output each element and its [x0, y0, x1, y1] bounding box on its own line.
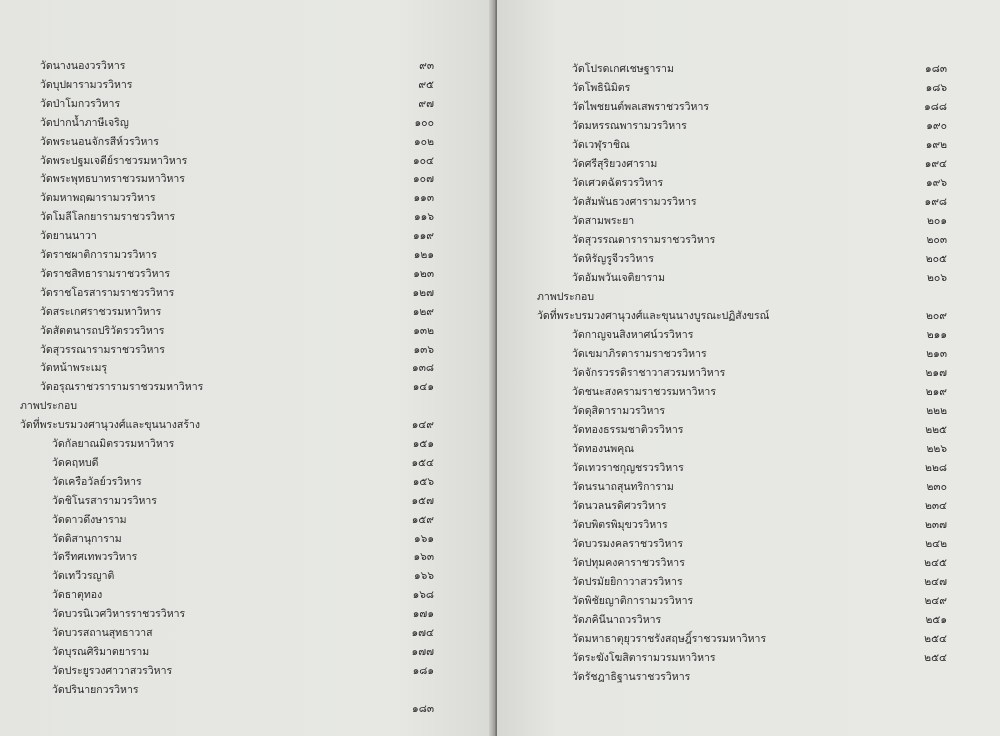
- toc-entry: [0, 303, 494, 322]
- toc-entry: [0, 76, 494, 95]
- toc-entry-title: วัดคฤหบดี: [52, 456, 99, 469]
- toc-entry: [0, 454, 494, 473]
- toc-section-heading: ภาพประกอบ: [537, 291, 595, 303]
- toc-entry-title: วัดเครือวัลย์วรวิหาร: [52, 475, 142, 488]
- toc-entry-title: วัดเทวีวรญาติ: [52, 570, 115, 583]
- toc-entry-title: วัดกาญจนสิงหาศน์วรวิหาร: [572, 329, 694, 341]
- toc-entry: [497, 440, 1000, 459]
- toc-entry: [0, 170, 494, 189]
- toc-entry-title: วัดบวรนิเวศวิหารราชวรวิหาร: [52, 608, 186, 621]
- toc-entry-title: วัดรีทศเทพวรวิหาร: [52, 551, 138, 564]
- toc-entry-page-number: ๒๑๗: [925, 367, 947, 379]
- toc-entry-title: วัดบวรมงคลราชวรวิหาร: [572, 538, 683, 550]
- toc-entry-page-number: ๑๘๓: [412, 702, 434, 715]
- toc-entry-title: วัดสัมพันธวงศารามวรวิหาร: [572, 196, 697, 208]
- toc-entry-page-number: ๑๖๑: [414, 532, 434, 545]
- toc-entry: [0, 133, 494, 152]
- toc-entry-title: วัดราชโอรสารามราชวรวิหาร: [40, 286, 175, 299]
- toc-entry-page-number: ๑๕๗: [411, 494, 434, 507]
- toc-entry-page-number: ๒๒๘: [925, 462, 947, 474]
- toc-entry-page-number: ๑๓๘: [412, 362, 434, 375]
- toc-entry-page-number: ๑๘๖: [925, 82, 947, 94]
- toc-entry: [497, 231, 1000, 250]
- toc-entry-page-number: ๑๐๐: [414, 116, 434, 129]
- toc-entry: [0, 95, 494, 114]
- toc-entry-title: วัดโมลีโลกยารามราชวรวิหาร: [40, 211, 176, 224]
- toc-entry: [0, 586, 494, 605]
- toc-entry: [497, 402, 1000, 421]
- toc-entry: [0, 492, 494, 511]
- toc-entry-title: วัดมหาธาตุยุวราชรังสฤษฎิ์ราชวรมหาวิหาร: [572, 633, 767, 645]
- toc-entry-page-number: ๑๕๙: [411, 513, 434, 526]
- toc-entry-title: วัดยานนาวา: [40, 230, 97, 243]
- toc-entry: [0, 265, 494, 284]
- toc-entry-title: วัดดาวดึงษาราม: [52, 513, 127, 526]
- toc-entry-page-number: ๑๖๘: [412, 589, 434, 602]
- toc-entry-title: วัดนวลนรดิศวรวิหาร: [572, 500, 667, 512]
- toc-entry-page-number: ๑๔๑: [412, 381, 434, 394]
- toc-section-heading: วัดที่พระบรมวงศานุวงศ์และขุนนางสร้าง: [20, 419, 200, 432]
- toc-entry: [0, 341, 494, 360]
- toc-entry-title: วัดชนะสงครามราชวรมหาวิหาร: [572, 386, 716, 398]
- toc-entry-title: วัดปรมัยยิกาวาสวรวิหาร: [572, 576, 683, 588]
- toc-entry: [497, 136, 1000, 155]
- toc-entry-page-number: ๒๑๙: [925, 386, 947, 398]
- toc-entry: [0, 548, 494, 567]
- toc-entry-page-number: ๑๒๙: [412, 305, 434, 318]
- toc-entry-title: วัดเขมาภิรตารามราชวรวิหาร: [572, 348, 707, 360]
- toc-entry-title: วัดสามพระยา: [572, 215, 635, 227]
- toc-entry-page-number: ๒๐๓: [926, 234, 947, 246]
- toc-entry: [0, 700, 494, 719]
- toc-entry-page-number: ๑๗๑: [412, 608, 434, 621]
- toc-entry-page-number: ๒๒๒: [926, 405, 947, 417]
- toc-entry-title: วัดเศวตฉัตรวรวิหาร: [572, 177, 664, 189]
- toc-entry-title: วัดพระพุทธบาทราชวรมหาวิหาร: [40, 173, 185, 186]
- toc-entry: [497, 611, 1000, 630]
- toc-entry: [497, 364, 1000, 383]
- toc-entry-page-number: ๑๖๓: [413, 551, 434, 564]
- toc-entry-title: วัดปรินายกวรวิหาร: [52, 683, 139, 696]
- toc-entry: [497, 269, 1000, 288]
- toc-entry-title: วัดพระปฐมเจดีย์ราชวรมหาวิหาร: [40, 154, 188, 167]
- toc-entry-page-number: ๑๔๙: [411, 419, 434, 432]
- toc-entry-page-number: ๑๑๙: [412, 230, 434, 243]
- toc-entry-page-number: ๑๒๗: [412, 286, 434, 299]
- toc-entry: [497, 155, 1000, 174]
- toc-entry: [497, 421, 1000, 440]
- toc-entry-title: วัดดุสิดารามวรวิหาร: [572, 405, 666, 417]
- toc-entry-page-number: ๙๗: [418, 97, 434, 110]
- toc-entry: [0, 416, 494, 435]
- toc-entry-title: วัดมหาพฤฒารามวรวิหาร: [40, 192, 156, 205]
- toc-entry: [497, 79, 1000, 98]
- toc-entry-page-number: ๑๒๑: [413, 249, 434, 261]
- toc-entry: [497, 383, 1000, 402]
- toc-entry-title: วัดธาตุทอง: [52, 589, 103, 602]
- toc-entry-page-number: ๒๑๓: [926, 348, 947, 360]
- toc-section-heading: ภาพประกอบ: [20, 400, 78, 413]
- toc-entry-page-number: ๑๙๖: [925, 177, 947, 189]
- toc-entry: [497, 668, 1000, 687]
- toc-section-heading: วัดที่พระบรมวงศานุวงศ์และขุนนางบูรณะปฏิสังขรณ์: [537, 310, 770, 322]
- left-toc-list: [0, 0, 494, 736]
- toc-entry: [497, 212, 1000, 231]
- toc-entry: [0, 662, 494, 681]
- toc-entry: [0, 208, 494, 227]
- toc-entry: [0, 435, 494, 454]
- toc-entry-page-number: ๙๓: [419, 60, 434, 72]
- toc-entry: [0, 643, 494, 662]
- toc-entry-page-number: ๒๐๑: [927, 215, 947, 227]
- toc-entry: [0, 57, 494, 76]
- toc-entry-page-number: ๑๘๓: [925, 63, 947, 75]
- toc-entry: [0, 530, 494, 549]
- toc-entry-page-number: ๑๑๓: [413, 192, 434, 205]
- toc-entry-title: วัดหน้าพระเมรุ: [40, 362, 108, 375]
- toc-entry: [497, 478, 1000, 497]
- toc-entry-title: วัดบุรณศิริมาตยาราม: [52, 645, 150, 658]
- toc-entry-title: วัดศรีสุริยวงศาราม: [572, 158, 658, 170]
- toc-entry: [497, 345, 1000, 364]
- toc-entry-title: วัดสุวรรณดารารามราชวรวิหาร: [572, 234, 716, 246]
- toc-entry: [0, 322, 494, 341]
- toc-entry-page-number: ๑๐๗: [413, 173, 434, 186]
- toc-entry-page-number: ๑๙๘: [924, 196, 947, 208]
- toc-entry-title: วัดโปรดเกศเชษฐาราม: [572, 63, 674, 75]
- toc-entry-title: วัดโพธินิมิตร: [572, 82, 631, 94]
- toc-entry: [0, 397, 494, 416]
- toc-entry-page-number: ๑๕๑: [412, 438, 434, 450]
- toc-entry: [497, 117, 1000, 136]
- toc-entry-title: วัดไพชยนต์พลเสพราชวรวิหาร: [572, 101, 710, 113]
- toc-entry-title: วัดกัลยาณมิตรวรมหาวิหาร: [52, 438, 175, 450]
- toc-entry-page-number: ๒๐๙: [925, 310, 947, 322]
- toc-entry-page-number: ๒๓๔: [924, 500, 947, 512]
- toc-entry-title: วัดเทวราชกุญชรวรวิหาร: [572, 462, 684, 474]
- toc-entry-page-number: ๒๒๖: [926, 443, 947, 455]
- toc-entry-page-number: ๑๑๖: [414, 211, 434, 224]
- toc-entry: [497, 459, 1000, 478]
- toc-entry: [497, 307, 1000, 326]
- toc-entry-page-number: ๒๓๗: [925, 519, 947, 531]
- toc-entry-title: วัดดิสานุการาม: [52, 532, 122, 545]
- toc-entry-page-number: ๑๙๔: [924, 158, 947, 170]
- toc-entry-page-number: ๒๕๔: [924, 633, 947, 645]
- toc-entry-title: วัดภคินีนาถวรวิหาร: [572, 614, 662, 626]
- toc-entry-page-number: ๑๐๒: [414, 135, 434, 148]
- toc-entry-page-number: ๑๕๖: [412, 475, 434, 488]
- toc-entry-title: วัดนางนองวรวิหาร: [40, 60, 126, 72]
- toc-entry-title: วัดมหรรณพารามวรวิหาร: [572, 120, 687, 132]
- toc-entry-title: วัดระฆังโฆสิตารามวรมหาวิหาร: [572, 652, 716, 664]
- toc-entry-title: วัดปทุมคงคาราชวรวิหาร: [572, 557, 685, 569]
- toc-entry-page-number: ๒๔๕: [924, 557, 947, 569]
- toc-entry-title: วัดสัตตนารถปริวัตรวรวิหาร: [40, 324, 165, 337]
- toc-entry: [0, 473, 494, 492]
- toc-entry: [0, 567, 494, 586]
- toc-entry-page-number: ๒๕๔: [924, 652, 947, 664]
- toc-entry-page-number: ๑๐๔: [412, 154, 434, 167]
- toc-entry-title: วัดบุปผารามวรวิหาร: [40, 78, 133, 91]
- toc-entry-title: วัดราชสิทธารามราชวรวิหาร: [40, 267, 171, 280]
- toc-entry-page-number: ๒๐๖: [927, 272, 947, 284]
- toc-entry: [497, 250, 1000, 269]
- toc-entry: [497, 174, 1000, 193]
- toc-entry: [0, 605, 494, 624]
- toc-entry: [497, 535, 1000, 554]
- toc-entry-title: วัดประยูรวงศาวาสวรวิหาร: [52, 664, 173, 677]
- toc-entry-page-number: ๒๑๑: [926, 329, 947, 341]
- toc-entry: [497, 630, 1000, 649]
- toc-entry: [497, 193, 1000, 212]
- toc-entry-page-number: ๑๓๖: [413, 343, 434, 356]
- toc-entry-page-number: ๒๐๕: [925, 253, 947, 265]
- toc-entry-title: วัดปากน้ำภาษีเจริญ: [40, 116, 129, 129]
- toc-entry: [0, 152, 494, 171]
- toc-entry-page-number: ๙๕: [418, 78, 434, 91]
- toc-entry-page-number: ๑๗๗: [411, 645, 434, 658]
- toc-entry-title: วัดทองธรรมชาติวรวิหาร: [572, 424, 684, 436]
- toc-entry-page-number: ๑๖๖: [414, 570, 434, 583]
- toc-entry-title: วัดพระนอนจักรสีห์วรวิหาร: [40, 135, 159, 148]
- toc-entry: [0, 114, 494, 133]
- toc-entry: [497, 554, 1000, 573]
- toc-entry: [497, 326, 1000, 345]
- toc-entry-title: วัดป่าโมกวรวิหาร: [40, 97, 121, 110]
- toc-entry: [497, 98, 1000, 117]
- toc-entry-title: วัดหิรัญรูจีวรวิหาร: [572, 253, 654, 265]
- toc-entry-page-number: ๑๙๐: [926, 120, 947, 132]
- toc-entry: [497, 516, 1000, 535]
- toc-entry-page-number: ๒๔๒: [925, 538, 947, 550]
- right-toc-list: [497, 0, 1000, 736]
- toc-entry-title: วัดสระเกศราชวรมหาวิหาร: [40, 305, 162, 318]
- toc-entry: [497, 60, 1000, 79]
- toc-entry-title: วัดรัชฎาธิฐานราชวรวิหาร: [572, 671, 691, 683]
- toc-entry: [0, 359, 494, 378]
- toc-entry-page-number: ๑๘๑: [412, 664, 434, 677]
- toc-entry-page-number: ๑๓๒: [413, 324, 434, 337]
- toc-entry: [0, 624, 494, 643]
- toc-entry: [497, 288, 1000, 307]
- toc-entry-page-number: ๑๙๒: [925, 139, 947, 151]
- toc-entry-title: วัดอัมพวันเจติยาราม: [572, 272, 666, 284]
- toc-entry-title: วัดเวฬุราชิณ: [572, 139, 630, 151]
- toc-entry-title: วัดบวรสถานสุทธาวาส: [52, 627, 153, 639]
- toc-entry: [0, 284, 494, 303]
- toc-entry-title: วัดอรุณราชวรารามราชวรมหาวิหาร: [40, 381, 204, 394]
- toc-entry: [0, 189, 494, 208]
- toc-entry-title: วัดทองนพคุณ: [572, 443, 634, 455]
- toc-entry: [497, 497, 1000, 516]
- toc-entry-title: วัดบพิตรพิมุขวรวิหาร: [572, 519, 668, 531]
- toc-entry: [0, 378, 494, 397]
- toc-entry-title: วัดชิโนรสารามวรวิหาร: [52, 494, 157, 507]
- toc-entry-title: วัดสุวรรณารามราชวรวิหาร: [40, 343, 165, 356]
- toc-entry-page-number: ๑๒๓: [413, 267, 434, 280]
- toc-entry-title: วัดจักรวรรดิราชาวาสวรมหาวิหาร: [572, 367, 726, 379]
- toc-entry: [0, 227, 494, 246]
- toc-entry: [0, 511, 494, 530]
- toc-entry: [497, 649, 1000, 668]
- toc-entry-page-number: ๒๓๐: [926, 481, 947, 493]
- toc-entry-title: วัดนรนาถสุนทริการาม: [572, 481, 674, 493]
- toc-entry-page-number: ๑๘๘: [924, 101, 947, 113]
- left-page: [0, 0, 494, 736]
- right-page: [497, 0, 1000, 736]
- toc-entry-page-number: ๑๗๔: [411, 627, 434, 639]
- toc-entry-page-number: ๒๕๑: [925, 614, 947, 626]
- toc-entry-page-number: ๒๒๕: [925, 424, 947, 436]
- toc-entry: [0, 681, 494, 700]
- toc-entry: [0, 246, 494, 265]
- toc-entry-title: วัดพิชัยญาติการามวรวิหาร: [572, 595, 694, 607]
- toc-entry-page-number: ๒๔๙: [924, 595, 947, 607]
- toc-entry-title: วัดราชผาติการามวรวิหาร: [40, 249, 157, 261]
- toc-entry: [497, 573, 1000, 592]
- toc-entry-page-number: ๑๕๔: [411, 456, 434, 469]
- toc-entry: [497, 592, 1000, 611]
- toc-entry-page-number: ๒๔๗: [924, 576, 947, 588]
